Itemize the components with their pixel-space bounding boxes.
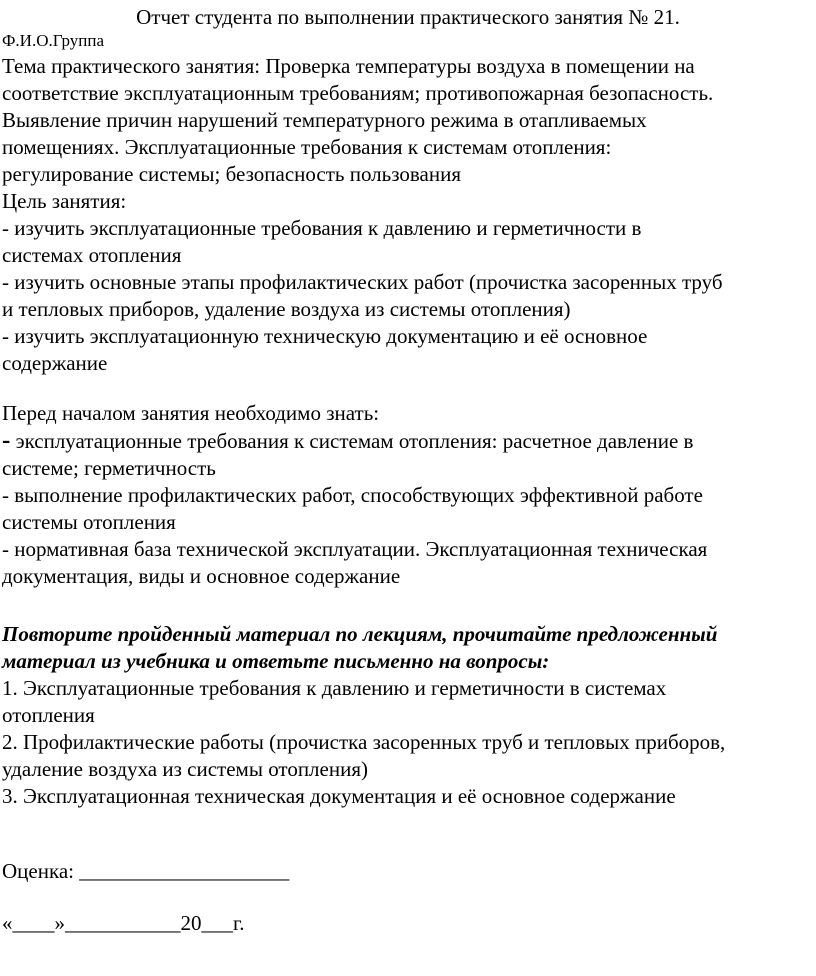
- grade-field: Оценка: ____________________: [2, 859, 290, 883]
- topic-line: Выявление причин нарушений температурного режима в отапливаемых: [2, 108, 647, 132]
- dash-mark: -: [2, 427, 11, 454]
- question-line: отопления: [2, 703, 95, 727]
- goal-line: и тепловых приборов, удаление воздуха из системы отопления): [2, 297, 571, 321]
- before-line: системы отопления: [2, 510, 176, 534]
- topic-line: Тема практического занятия: Проверка температуры воздуха в помещении на: [2, 54, 695, 78]
- question-line: 1. Эксплуатационные требования к давлению и герметичности в системах: [2, 676, 667, 700]
- question-line: 2. Профилактические работы (прочистка засоренных труб и тепловых приборов,: [2, 730, 726, 754]
- before-line: документация, виды и основное содержание: [2, 564, 401, 588]
- report-title: Отчет студента по выполнении практического занятия № 21.: [136, 5, 680, 29]
- goal-section: [2, 188, 814, 377]
- task-instruction: Повторите пройденный материал по лекциям, прочитайте предложенный: [2, 622, 718, 646]
- question-line: удаление воздуха из системы отопления): [2, 757, 368, 781]
- topic-line: соответствие эксплуатационным требованиям; противопожарная безопасность.: [2, 81, 714, 105]
- before-line: [2, 427, 814, 455]
- before-section: [2, 400, 814, 590]
- before-heading: Перед началом занятия необходимо знать:: [2, 401, 380, 425]
- before-line: - нормативная база технической эксплуатации. Эксплуатационная техническая: [2, 537, 708, 561]
- goal-line: системах отопления: [2, 243, 182, 267]
- before-first-line-text: эксплуатационные требования к системам отопления: расчетное давление в: [10, 429, 694, 453]
- goal-line: - изучить основные этапы профилактических работ (прочистка засоренных труб: [2, 270, 723, 294]
- before-line: системе; герметичность: [2, 456, 216, 480]
- task-section: [2, 621, 814, 810]
- before-line: - выполнение профилактических работ, способствующих эффективной работе: [2, 483, 703, 507]
- task-instruction: материал из учебника и ответьте письменно на вопросы:: [2, 649, 550, 673]
- goal-heading: Цель занятия:: [2, 189, 127, 213]
- topic-line: регулирование системы; безопасность пользования: [2, 162, 462, 186]
- goal-line: содержание: [2, 351, 108, 375]
- date-field: «____»___________20___г.: [2, 911, 245, 935]
- fio-group-label: Ф.И.О.Группа: [2, 31, 105, 50]
- topic-section: [2, 53, 814, 188]
- goal-line: - изучить эксплуатационные требования к давлению и герметичности в: [2, 216, 642, 240]
- question-line: 3. Эксплуатационная техническая документация и её основное содержание: [2, 784, 676, 808]
- topic-line: помещениях. Эксплуатационные требования к системам отопления:: [2, 135, 612, 159]
- goal-line: - изучить эксплуатационную техническую документацию и её основное: [2, 324, 648, 348]
